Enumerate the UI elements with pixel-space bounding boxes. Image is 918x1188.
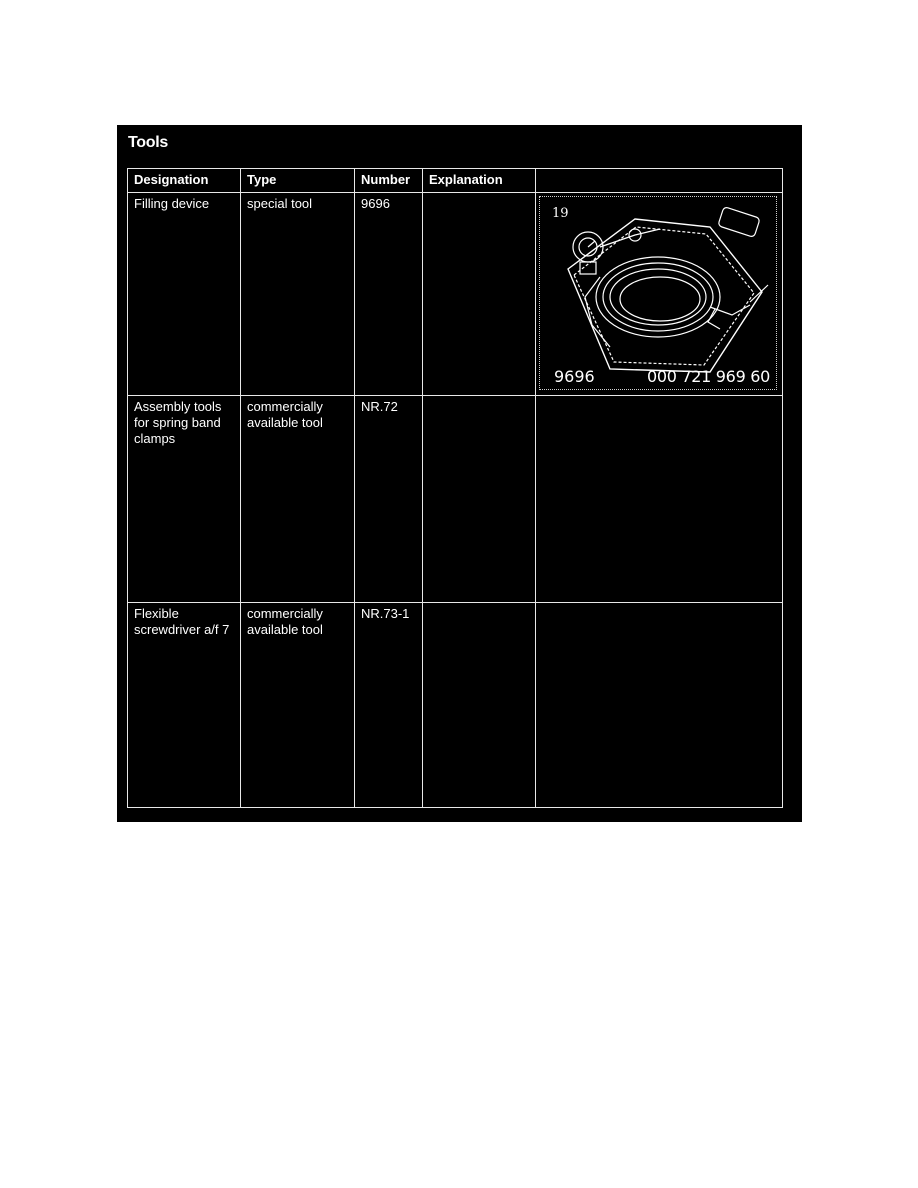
header-explanation: Explanation (423, 169, 536, 193)
figure-tool-number: 9696 (554, 367, 595, 386)
cell-explanation (423, 193, 536, 396)
cell-image (536, 603, 783, 808)
cell-type: commercially available tool (241, 396, 355, 603)
table-row (128, 396, 783, 603)
figure-index-label: 19 (552, 206, 569, 221)
header-image (536, 169, 783, 193)
table-row (128, 193, 783, 396)
section-title: Tools (128, 134, 168, 151)
header-number: Number (355, 169, 423, 193)
cell-number: 9696 (355, 193, 423, 396)
cell-number: NR.72 (355, 396, 423, 603)
filling-device-drawing (540, 197, 778, 391)
cell-number: NR.73-1 (355, 603, 423, 808)
header-type: Type (241, 169, 355, 193)
cell-type: special tool (241, 193, 355, 396)
cell-explanation (423, 396, 536, 603)
cell-explanation (423, 603, 536, 808)
tools-panel (117, 125, 802, 822)
cell-designation: Assembly tools for spring band clamps (128, 396, 241, 603)
tools-table (127, 168, 783, 808)
header-designation: Designation (128, 169, 241, 193)
cell-image (536, 193, 783, 396)
table-header-row (128, 169, 783, 193)
filling-device-illustration (539, 196, 777, 390)
table-row (128, 603, 783, 808)
cell-image (536, 396, 783, 603)
cell-designation: Filling device (128, 193, 241, 396)
figure-part-number: 000 721 969 60 (646, 367, 770, 386)
cell-type: commercially available tool (241, 603, 355, 808)
cell-designation: Flexible screwdriver a/f 7 (128, 603, 241, 808)
